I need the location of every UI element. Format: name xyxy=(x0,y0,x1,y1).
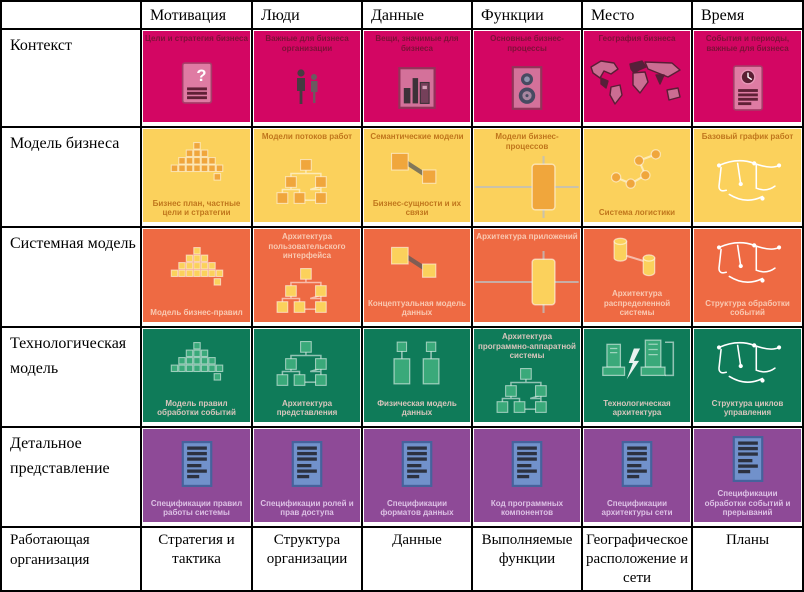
framework-cell xyxy=(583,128,693,228)
cell-block xyxy=(254,229,360,322)
footer-cell-4: Выполняемые функции xyxy=(473,528,583,590)
row-label-3: Системная модель xyxy=(2,228,142,328)
cell-block xyxy=(694,329,801,422)
workflow-tree-icon xyxy=(474,361,580,422)
linked-entities-icon xyxy=(364,142,470,199)
cell-label: Основные бизнес-процессы xyxy=(490,34,564,53)
row-label-1: Контекст xyxy=(2,30,142,128)
spec-document-icon xyxy=(364,429,470,499)
cell-block xyxy=(584,129,690,222)
framework-cell xyxy=(693,328,802,428)
cell-block xyxy=(143,129,250,222)
cell-label: Архитектура приложений xyxy=(476,232,578,241)
framework-cell xyxy=(142,328,253,428)
cell-label: Цели и стратегия бизнеса xyxy=(145,34,248,43)
workflow-tree-icon xyxy=(254,261,360,322)
pyramid-icon xyxy=(143,129,250,199)
spec-document-icon xyxy=(584,429,690,499)
column-header-5: Место xyxy=(583,2,693,30)
framework-cell xyxy=(363,128,473,228)
cell-label: Спецификации архитектуры сети xyxy=(601,498,673,518)
framework-cell xyxy=(693,30,802,128)
cell-label: Физическая модель данных xyxy=(377,398,457,418)
cell-block xyxy=(694,31,801,122)
cell-block xyxy=(584,229,690,322)
framework-cell xyxy=(693,228,802,328)
footer-cell-5: Географическое расположение и сети xyxy=(583,528,693,590)
cell-block xyxy=(584,31,690,122)
cell-block xyxy=(143,229,250,322)
framework-cell xyxy=(473,128,583,228)
cylinders-icon xyxy=(584,229,690,289)
cell-block xyxy=(474,129,580,222)
logistics-network-icon xyxy=(584,129,690,208)
workflow-tree-icon xyxy=(254,142,360,222)
cell-label: Важные для бизнеса организации xyxy=(265,34,349,53)
cell-block xyxy=(474,429,580,522)
row-label-5: Детальное представление xyxy=(2,428,142,528)
workflow-tree-icon xyxy=(254,329,360,399)
cell-label: Спецификации правил работы системы xyxy=(150,498,243,518)
sketch-icon xyxy=(694,229,801,299)
cell-block xyxy=(364,31,470,122)
framework-cell xyxy=(253,228,363,328)
framework-cell xyxy=(583,228,693,328)
process-block-icon xyxy=(474,151,580,222)
cell-label: Архитектура программно-аппаратной системы xyxy=(478,332,576,361)
cell-label: Модели бизнес-процессов xyxy=(495,132,559,151)
cell-label: Вещи, значимые для бизнеса xyxy=(375,34,459,53)
framework-cell xyxy=(363,428,473,528)
column-header-6: Время xyxy=(693,2,802,30)
people-icon xyxy=(254,53,360,122)
cell-label: Бизнес-сущности и их связи xyxy=(372,198,462,218)
framework-cell xyxy=(142,128,253,228)
row-label-4: Технологическая модель xyxy=(2,328,142,428)
framework-cell xyxy=(142,30,253,128)
framework-cell xyxy=(363,30,473,128)
footer-row-label: Работающая организация xyxy=(2,528,142,590)
cell-label: Код программных компонентов xyxy=(490,498,564,518)
cell-label: Семантические модели xyxy=(370,132,464,141)
framework-cell xyxy=(693,428,802,528)
sketch-icon xyxy=(694,329,801,399)
cell-block xyxy=(474,329,580,422)
sketch-icon xyxy=(694,142,801,222)
cell-label: Архитектура представления xyxy=(276,398,338,418)
spec-document-icon xyxy=(254,429,360,499)
column-header-3: Данные xyxy=(363,2,473,30)
cell-block xyxy=(694,429,801,522)
cell-label: Модель бизнес-правил xyxy=(150,308,243,318)
cell-block xyxy=(143,31,250,122)
cell-label: Бизнес план, частные цели и стратегии xyxy=(152,198,241,218)
cell-block xyxy=(584,429,690,522)
spec-document-icon xyxy=(694,429,801,489)
cell-block xyxy=(364,329,470,422)
corner-cell xyxy=(2,2,142,30)
physical-data-icon xyxy=(364,329,470,399)
column-header-4: Функции xyxy=(473,2,583,30)
cell-block xyxy=(254,31,360,122)
pyramid-icon xyxy=(143,329,250,399)
footer-cell-1: Стратегия и тактика xyxy=(142,528,253,590)
document-clock-icon xyxy=(694,53,801,122)
cell-block xyxy=(143,329,250,422)
cell-label: События и периоды, важные для бизнеса xyxy=(705,34,790,53)
framework-cell xyxy=(583,428,693,528)
cell-block xyxy=(254,429,360,522)
framework-cell xyxy=(473,428,583,528)
cell-label: Спецификации обработки событий и прерываний xyxy=(704,489,791,518)
cell-label: Спецификации форматов данных xyxy=(380,498,454,518)
framework-cell xyxy=(142,428,253,528)
framework-cell xyxy=(253,30,363,128)
framework-cell xyxy=(583,328,693,428)
cell-label: Модель правил обработки событий xyxy=(157,398,236,418)
cell-label: Архитектура пользовательского интерфейса xyxy=(268,232,346,261)
svg-text:?: ? xyxy=(195,65,206,85)
document-question-icon xyxy=(143,44,250,122)
cell-label: Система логистики xyxy=(598,208,676,218)
framework-cell xyxy=(473,228,583,328)
cell-block xyxy=(364,229,470,322)
framework-cell xyxy=(363,228,473,328)
framework-cell xyxy=(253,428,363,528)
world-map-icon xyxy=(584,44,690,122)
cell-label: Базовый график работ xyxy=(701,132,794,141)
framework-cell xyxy=(253,328,363,428)
pyramid-icon xyxy=(143,229,250,308)
row-label-2: Модель бизнеса xyxy=(2,128,142,228)
cell-label: Модели потоков работ xyxy=(261,132,353,141)
cell-block xyxy=(694,229,801,322)
linked-entities-icon xyxy=(364,229,470,299)
framework-cell xyxy=(363,328,473,428)
cell-block xyxy=(474,31,580,122)
column-header-2: Люди xyxy=(253,2,363,30)
framework-cell xyxy=(693,128,802,228)
hardware-architecture-icon xyxy=(584,329,690,399)
cell-label: Спецификации ролей и прав доступа xyxy=(260,498,354,518)
cell-block xyxy=(143,429,250,522)
column-header-1: Мотивация xyxy=(142,2,253,30)
cell-block xyxy=(474,229,580,322)
footer-cell-2: Структура организации xyxy=(253,528,363,590)
framework-cell xyxy=(583,30,693,128)
spec-document-icon xyxy=(143,429,250,499)
gears-document-icon xyxy=(474,53,580,122)
framework-cell xyxy=(253,128,363,228)
footer-cell-6: Планы xyxy=(693,528,802,590)
cell-label: Структура обработки событий xyxy=(705,298,790,318)
cell-block xyxy=(364,429,470,522)
cell-label: Концептуальная модель данных xyxy=(367,298,466,318)
cell-label: География бизнеса xyxy=(598,34,676,43)
cell-block xyxy=(694,129,801,222)
spec-document-icon xyxy=(474,429,580,499)
process-block-icon xyxy=(474,242,580,322)
cell-label: Архитектура распределенной системы xyxy=(603,289,671,318)
framework-cell xyxy=(473,30,583,128)
cell-block xyxy=(254,129,360,222)
cell-label: Технологическая архитектура xyxy=(603,398,671,418)
framework-cell xyxy=(473,328,583,428)
cell-block xyxy=(254,329,360,422)
cell-block xyxy=(584,329,690,422)
framework-cell xyxy=(142,228,253,328)
business-objects-icon xyxy=(364,53,470,122)
cell-label: Структура циклов управления xyxy=(711,398,784,418)
footer-cell-3: Данные xyxy=(363,528,473,590)
cell-block xyxy=(364,129,470,222)
